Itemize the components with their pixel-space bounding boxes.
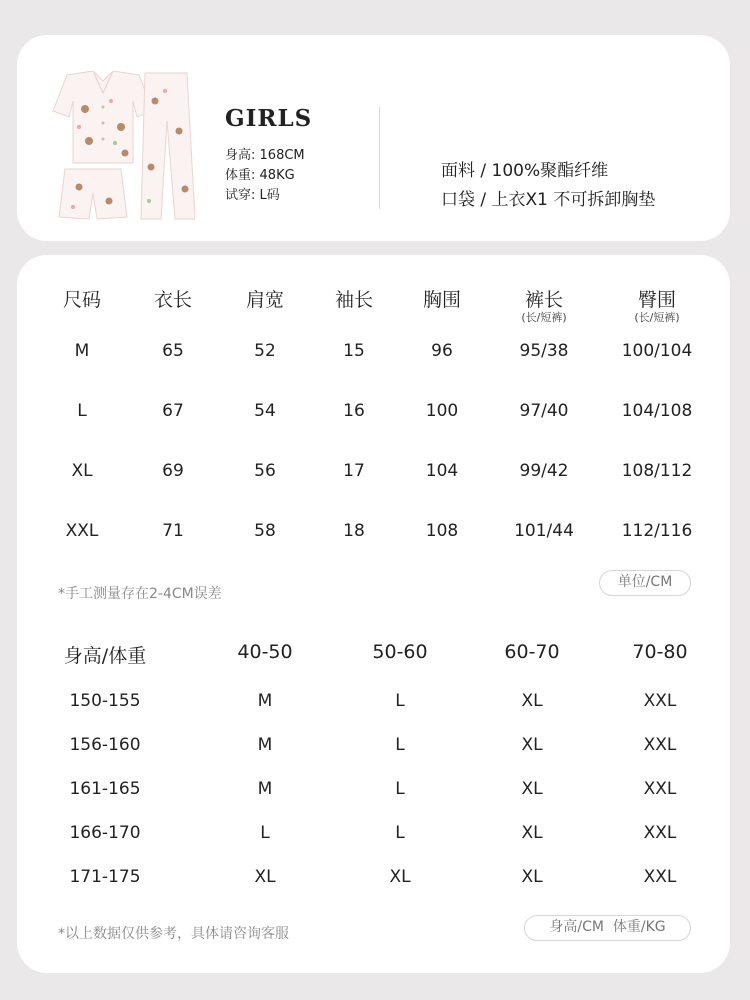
size-header-cell: 衣长 xyxy=(153,289,193,311)
fit-table-cell: XL xyxy=(521,735,543,755)
size-table-cell: 108/112 xyxy=(621,461,693,481)
size-table-cell: 99/42 xyxy=(519,461,569,481)
size-table-cell: XXL xyxy=(65,521,99,541)
measurement-note: *手工测量存在2-4CM误差 xyxy=(58,586,222,602)
fit-table-cell: XXL xyxy=(643,779,677,799)
size-table-cell: 112/116 xyxy=(621,521,693,541)
size-header-cell: 肩宽 xyxy=(245,289,285,311)
size-table-cell: 97/40 xyxy=(519,401,569,421)
size-table-cell: 15 xyxy=(343,341,365,361)
brand-title: GIRLS xyxy=(225,105,313,132)
size-table-cell: 95/38 xyxy=(519,341,569,361)
size-header-cell: 臀围 xyxy=(637,289,677,311)
size-table-cell: 108 xyxy=(425,521,459,541)
reference-note: *以上数据仅供参考，具体请咨询客服 xyxy=(58,926,289,942)
fit-table-cell: 171-175 xyxy=(69,867,141,887)
pocket-line: 口袋 / 上衣X1 不可拆卸胸垫 xyxy=(441,190,656,210)
fit-table-cell: L xyxy=(395,691,405,711)
fit-table-cell: 150-155 xyxy=(69,691,141,711)
material-info xyxy=(441,157,655,215)
fit-table-cell: XXL xyxy=(643,823,677,843)
size-table-cell: XL xyxy=(71,461,93,481)
size-header-subcell: (长/短裤) xyxy=(521,311,567,324)
fit-table-cell: XXL xyxy=(643,735,677,755)
divider xyxy=(379,107,380,209)
fit-table-cell: M xyxy=(257,735,273,755)
fit-header-cell: 60-70 xyxy=(504,641,560,663)
size-table-cell: 104 xyxy=(425,461,459,481)
size-header-cell: 尺码 xyxy=(62,289,102,311)
fit-header-cell: 50-60 xyxy=(372,641,428,663)
stat-weight: 体重: 48KG xyxy=(225,168,295,183)
size-table-cell: 54 xyxy=(254,401,276,421)
fit-table-cell: 166-170 xyxy=(69,823,141,843)
size-table-cell: 17 xyxy=(343,461,365,481)
material-line: 面料 / 100%聚酯纤维 xyxy=(441,161,609,181)
fit-table-cell: M xyxy=(257,779,273,799)
fit-table-cell: XL xyxy=(521,823,543,843)
size-table-cell: 101/44 xyxy=(514,521,574,541)
size-table-cell: 104/108 xyxy=(621,401,693,421)
size-header-subcell: (长/短裤) xyxy=(634,311,680,324)
size-header-cell: 袖长 xyxy=(334,289,374,311)
size-chart-card xyxy=(17,255,730,973)
fit-table-cell: XL xyxy=(521,779,543,799)
unit-badge-fit: 身高/CM 体重/KG xyxy=(524,915,691,941)
size-table-cell: 96 xyxy=(431,341,453,361)
fit-table-cell: L xyxy=(260,823,270,843)
size-table-cell: 56 xyxy=(254,461,276,481)
size-table-cell: 65 xyxy=(162,341,184,361)
fit-table-cell: M xyxy=(257,691,273,711)
fit-table-cell: XL xyxy=(389,867,411,887)
size-table-cell: L xyxy=(77,401,87,421)
fit-table-cell: 161-165 xyxy=(69,779,141,799)
model-info xyxy=(225,105,312,206)
fit-table-cell: L xyxy=(395,823,405,843)
fit-table-cell: XL xyxy=(521,691,543,711)
fit-header-cell: 身高/体重 xyxy=(63,645,147,667)
pajama-product-image xyxy=(45,71,195,221)
size-table-cell: 100/104 xyxy=(621,341,693,361)
stat-height: 身高: 168CM xyxy=(225,148,305,163)
fit-header-cell: 70-80 xyxy=(632,641,688,663)
size-table-cell: 69 xyxy=(162,461,184,481)
unit-badge: 单位/CM xyxy=(599,570,691,596)
fit-table-cell: XXL xyxy=(643,691,677,711)
product-info-card xyxy=(17,35,730,241)
size-table-cell: 71 xyxy=(162,521,184,541)
size-table-cell: 58 xyxy=(254,521,276,541)
size-table-cell: 52 xyxy=(254,341,276,361)
size-table-cell: 100 xyxy=(425,401,459,421)
size-header-cell: 裤长 xyxy=(524,289,564,311)
size-table-cell: 67 xyxy=(162,401,184,421)
fit-table-cell: XXL xyxy=(643,867,677,887)
size-table-cell: 16 xyxy=(343,401,365,421)
fit-table-cell: L xyxy=(395,735,405,755)
size-table-cell: M xyxy=(74,341,90,361)
fit-header-cell: 40-50 xyxy=(237,641,293,663)
fit-table-cell: XL xyxy=(254,867,276,887)
size-header-cell: 胸围 xyxy=(422,289,462,311)
size-table-cell: 18 xyxy=(343,521,365,541)
fit-table-cell: L xyxy=(395,779,405,799)
fit-table-cell: 156-160 xyxy=(69,735,141,755)
fit-table-cell: XL xyxy=(521,867,543,887)
stat-fit: 试穿: L码 xyxy=(225,188,280,203)
